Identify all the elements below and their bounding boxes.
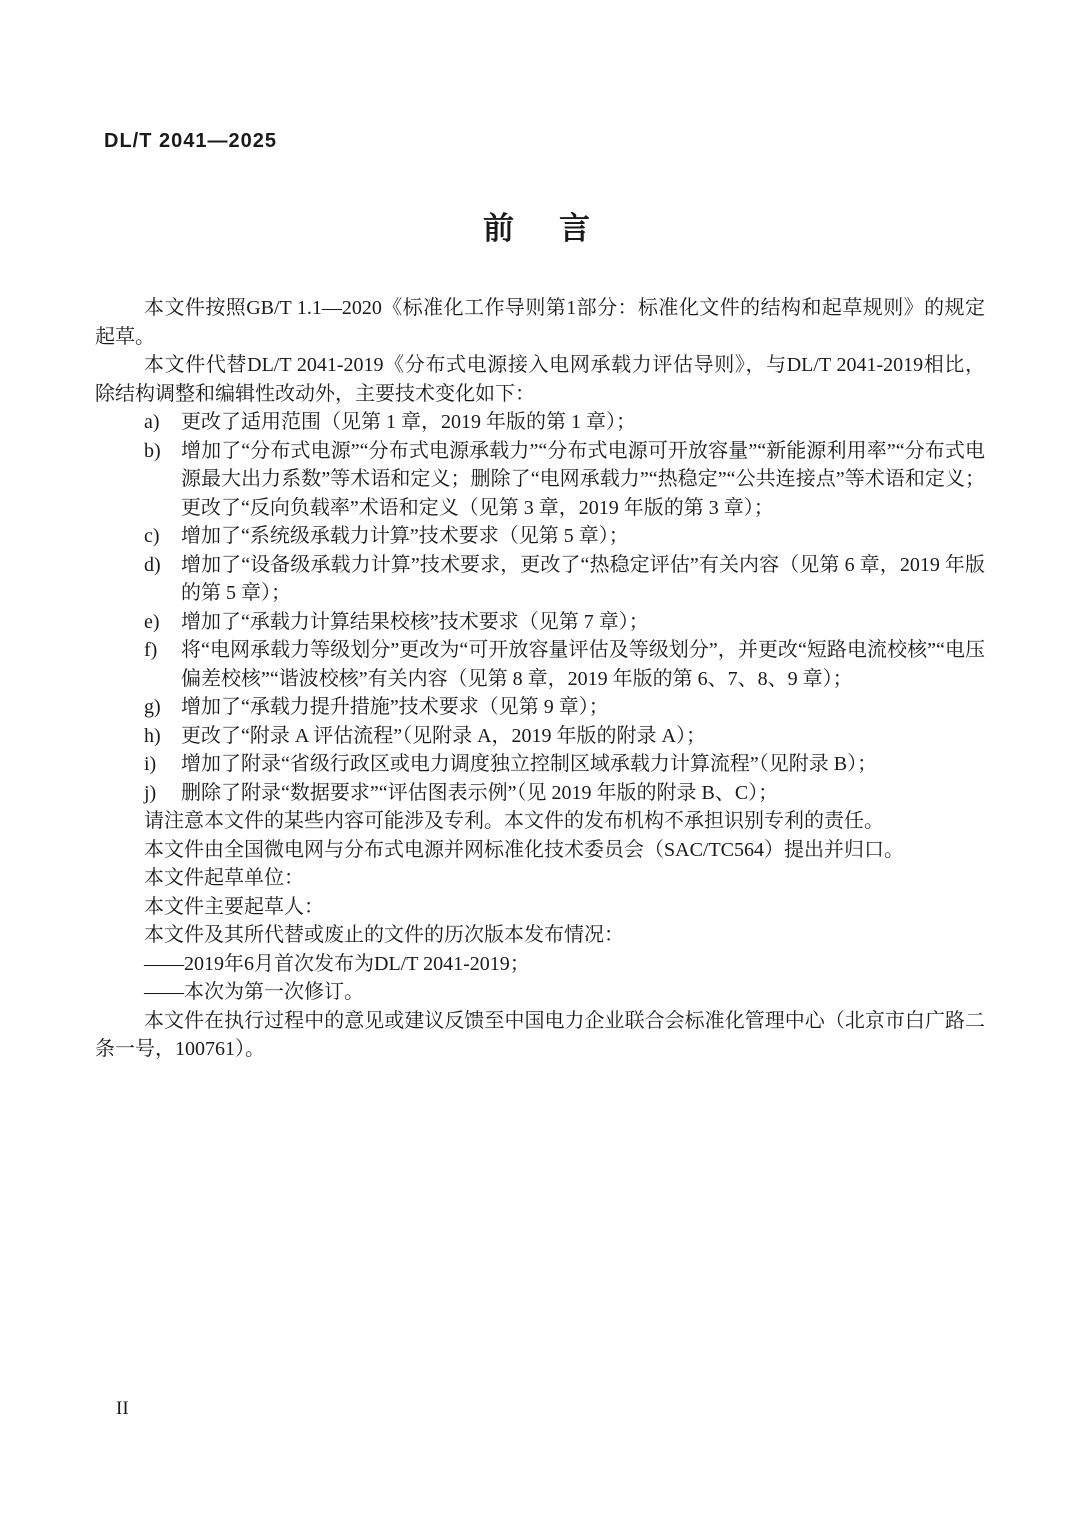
list-item [95, 408, 985, 437]
list-item-text: 增加了“分布式电源”“分布式电源承载力”“分布式电源可开放容量”“新能源利用率”“分布式电源最大出力系数”等术语和定义；删除了“电网承载力”“热稳定”“公共连接点”等术语和定义；更改了“反向负载率”术语和定义（见第 3 章，2019 年版的第 3 章）； [181, 439, 985, 519]
page-title: 前 言 [483, 211, 597, 246]
list-item [95, 636, 985, 693]
document-body [95, 294, 985, 1064]
list-item-text: 增加了“承载力计算结果校核”技术要求（见第 7 章）； [181, 610, 649, 633]
list-item-label: c) [144, 525, 160, 547]
list-item-label: h) [144, 724, 161, 747]
list-item-label: j) [144, 781, 157, 804]
history-item-first-release: ——2019年6月首次发布为DL/T 2041-2019； [144, 952, 530, 975]
replacement-paragraph: 本文件代替DL/T 2041-2019《分布式电源接入电网承载力评估导则》，与DL/T 2041-2019相比，除结构调整和编辑性改动外，主要技术变化如下： [95, 354, 985, 405]
list-item-text: 删除了附录“数据要求”“评估图表示例”（见 2019 年版的附录 B、C）； [181, 781, 779, 804]
list-item [95, 522, 985, 551]
committee-paragraph: 本文件由全国微电网与分布式电源并网标准化技术委员会（SAC/TC564）提出并归口。 [144, 838, 905, 861]
list-item-label: d) [144, 553, 161, 576]
list-item-text: 更改了“附录 A 评估流程”（见附录 A，2019 年版的附录 A）； [181, 724, 706, 747]
list-item-text: 增加了附录“省级行政区或电力调度独立控制区域承载力计算流程”（见附录 B）； [181, 753, 878, 775]
intro-paragraph: 本文件按照GB/T 1.1—2020《标准化工作导则第1部分：标准化文件的结构和起草规则》的规定起草。 [95, 297, 985, 348]
list-item-text: 增加了“承载力提升措施”技术要求（见第 9 章）； [181, 696, 609, 718]
page-number: II [116, 1398, 129, 1419]
drafting-org-paragraph: 本文件起草单位： [144, 867, 304, 889]
list-item-text: 将“电网承载力等级划分”更改为“可开放容量评估及等级划分”，并更改“短路电流校核”“电压偏差校核”“谐波校核”有关内容（见第 8 章，2019 年版的第 6、7、8、9 章）； [181, 639, 985, 690]
history-item-revision: ——本次为第一次修订。 [144, 981, 364, 1003]
technical-changes-list [95, 408, 985, 807]
list-item-label: f) [144, 639, 158, 661]
list-item [95, 722, 985, 751]
drafters-paragraph: 本文件主要起草人： [144, 895, 324, 918]
list-item [95, 608, 985, 637]
list-item [95, 750, 985, 779]
list-item-label: a) [144, 411, 160, 433]
list-item [95, 437, 985, 523]
list-item-label: i) [144, 753, 157, 775]
list-item-text: 增加了“设备级承载力计算”技术要求，更改了“热稳定评估”有关内容（见第 6 章，2019 年版的第 5 章）； [181, 553, 985, 604]
patent-notice-paragraph: 请注意本文件的某些内容可能涉及专利。本文件的发布机构不承担识别专利的责任。 [144, 810, 884, 832]
list-item-label: b) [144, 439, 161, 462]
document-code: DL/T 2041—2025 [104, 130, 277, 152]
list-item [95, 693, 985, 722]
list-item-label: e) [144, 610, 160, 633]
list-item [95, 779, 985, 808]
list-item-text: 增加了“系统级承载力计算”技术要求（见第 5 章）； [181, 525, 629, 547]
history-intro-paragraph: 本文件及其所代替或废止的文件的历次版本发布情况： [144, 924, 624, 946]
list-item-text: 更改了适用范围（见第 1 章，2019 年版的第 1 章）； [181, 411, 636, 433]
feedback-paragraph: 本文件在执行过程中的意见或建议反馈至中国电力企业联合会标准化管理中心（北京市白广路二条一号，100761）。 [95, 1009, 985, 1060]
list-item [95, 551, 985, 608]
list-item-label: g) [144, 696, 161, 718]
